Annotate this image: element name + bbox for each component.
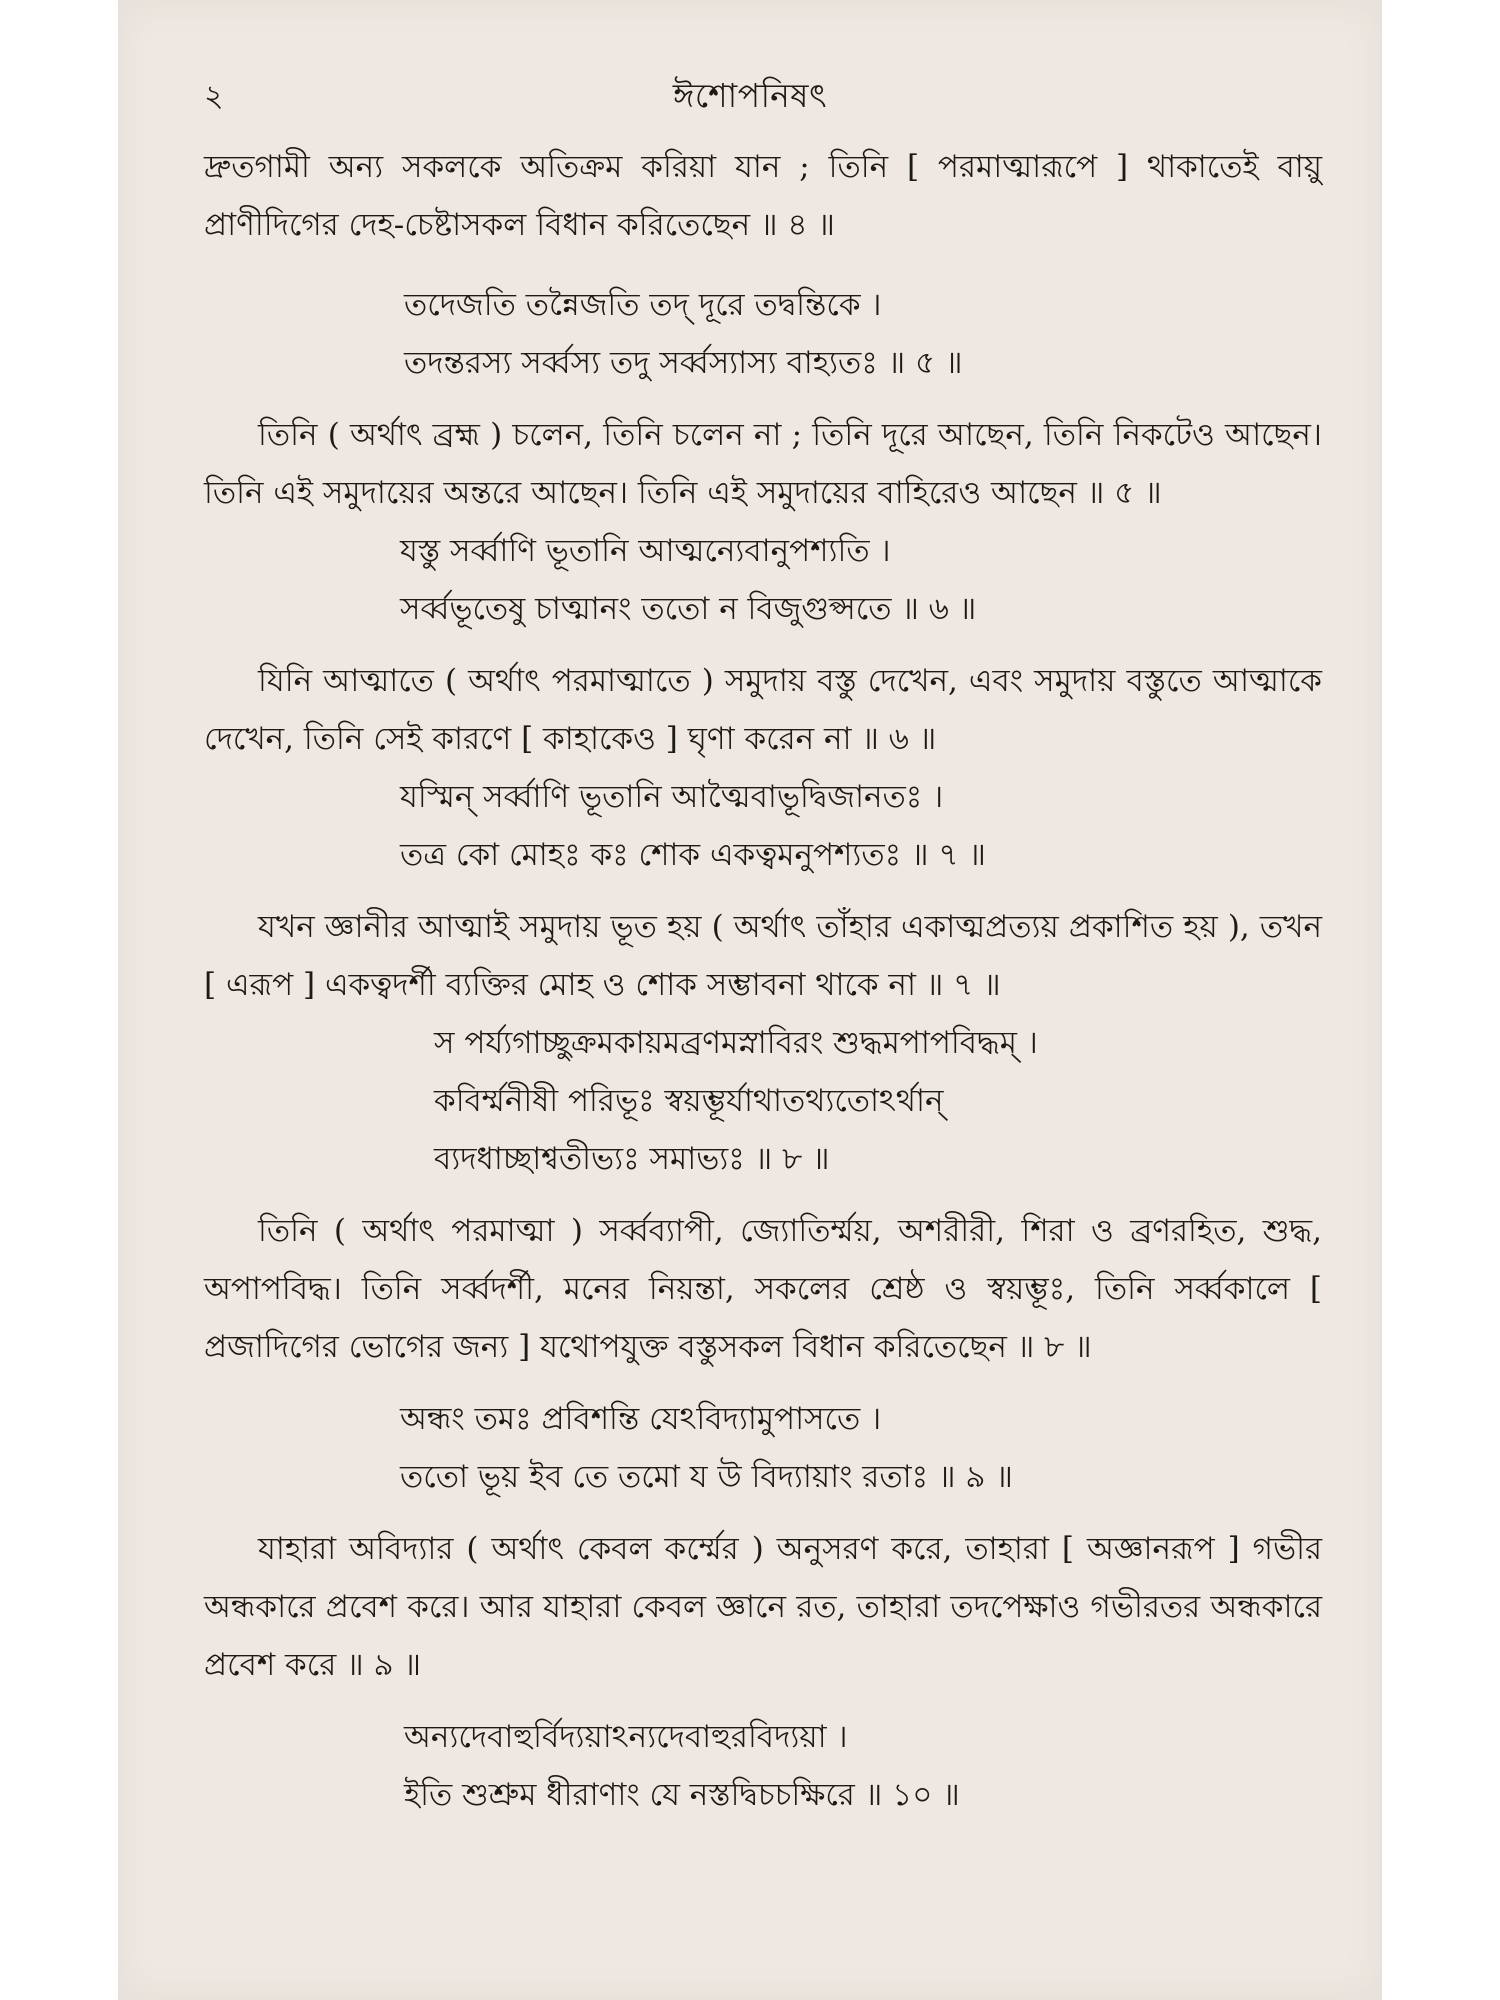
verse-9 [204,1390,1322,1506]
verse-7 [204,768,1322,884]
verse-line: তত্র কো মোহঃ কঃ শোক একত্বমনুপশ্যতঃ ॥ ৭ ॥ [400,837,986,873]
translation-paragraph-8: তিনি ( অর্থাৎ পরমাত্মা ) সর্ব্বব্যাপী, জ্যোতির্ম্ময়, অশরীরী, শিরা ও ব্রণরহিত, শুদ্ধ, অপাপবিদ্ধ। তিনি সর্ব্বদর্শী, মনের নিয়ন্তা, সকলের শ্রেষ্ঠ ও স্বয়ম্ভূঃ, তিনি সর্ব্বকালে [ প্রজাদিগের ভোগের জন্য ] যথোপযুক্ত বস্তুসকল বিধান করিতেছেন ॥ ৮ ॥ [204,1213,1322,1365]
page-body [204,138,1322,1824]
prose-paragraph: দ্রুতগামী অন্য সকলকে অতিক্রম করিয়া যান ; তিনি [ পরমাত্মারূপে ] থাকাতেই বায়ু প্রাণীদিগের দেহ-চেষ্টাসকল বিধান করিতেছেন ॥ ৪ ॥ [204,149,1322,243]
verse-line: সর্ব্বভূতেষু চাত্মানং ততো ন বিজুগুপ্সতে ॥ ৬ ॥ [400,591,977,627]
translation-paragraph-5: তিনি ( অর্থাৎ ব্রহ্ম ) চলেন, তিনি চলেন না ; তিনি দূরে আছেন, তিনি নিকটেও আছেন। তিনি এই সমুদায়ের অন্তরে আছেন। তিনি এই সমুদায়ের বাহিরেও আছেন ॥ ৫ ॥ [204,417,1322,511]
translation-paragraph-7: যখন জ্ঞানীর আত্মাই সমুদায় ভূত হয় ( অর্থাৎ তাঁহার একাত্মপ্রত্যয় প্রকাশিত হয় ), তখন [ এরূপ ] একত্বদর্শী ব্যক্তির মোহ ও শোক সম্ভাবনা থাকে না ॥ ৭ ॥ [204,909,1322,1003]
verse-5 [204,276,1322,392]
translation-paragraph-9: যাহারা অবিদ্যার ( অর্থাৎ কেবল কর্ম্মের ) অনুসরণ করে, তাহারা [ অজ্ঞানরূপ ] গভীর অন্ধকারে প্রবেশ করে। আর যাহারা কেবল জ্ঞানে রত, তাহারা তদপেক্ষাও গভীরতর অন্ধকারে প্রবেশ করে ॥ ৯ ॥ [204,1531,1323,1683]
verse-line: স পর্য্যগাচ্ছুক্রমকায়মব্রণমস্নাবিরং শুদ্ধমপাপবিদ্ধম্ । [434,1025,1038,1061]
page-number: ২ [204,79,224,114]
verse-10 [204,1708,1322,1824]
verse-line: অন্ধং তমঃ প্রবিশন্তি যেঽবিদ্যামুপাসতে । [400,1401,882,1437]
verse-8 [204,1014,1322,1188]
verse-line: কবির্ম্মনীষী পরিভূঃ স্বয়ম্ভূর্যাথাতথ্যতোঽর্থান্ [434,1083,944,1119]
translation-paragraph-6: যিনি আত্মাতে ( অর্থাৎ পরমাত্মাতে ) সমুদায় বস্তু দেখেন, এবং সমুদায় বস্তুতে আত্মাকে দেখেন, তিনি সেই কারণে [ কাহাকেও ] ঘৃণা করেন না ॥ ৬ ॥ [204,663,1322,757]
verse-line: ব্যদধাচ্ছাশ্বতীভ্যঃ সমাভ্যঃ ॥ ৮ ॥ [434,1141,830,1177]
verse-line: যস্মিন্ সর্ব্বাণি ভূতানি আত্মৈবাভূদ্বিজানতঃ । [400,779,944,815]
book-page [118,0,1382,2000]
page-header [118,62,1382,122]
verse-line: অন্যদেবাহুর্বিদ্যয়াঽন্যদেবাহুরবিদ্যয়া । [404,1719,848,1755]
running-title: ঈশোপনিষৎ [672,76,828,115]
verse-6 [204,522,1322,638]
verse-line: যস্তু সর্ব্বাণি ভূতানি আত্মন্যেবানুপশ্যতি । [400,533,891,569]
verse-line: ইতি শুশ্রুম ধীরাণাং যে নস্তদ্বিচচক্ষিরে ॥ ১০ ॥ [404,1777,960,1813]
verse-line: ততো ভূয় ইব তে তমো য উ বিদ্যায়াং রতাঃ ॥ ৯ ॥ [400,1459,1013,1495]
verse-line: তদন্তরস্য সর্ব্বস্য তদু সর্ব্বস্যাস্য বাহ্যতঃ ॥ ৫ ॥ [404,345,963,381]
verse-line: তদেজতি তন্নৈজতি তদ্ দূরে তদ্বন্তিকে । [404,287,882,323]
